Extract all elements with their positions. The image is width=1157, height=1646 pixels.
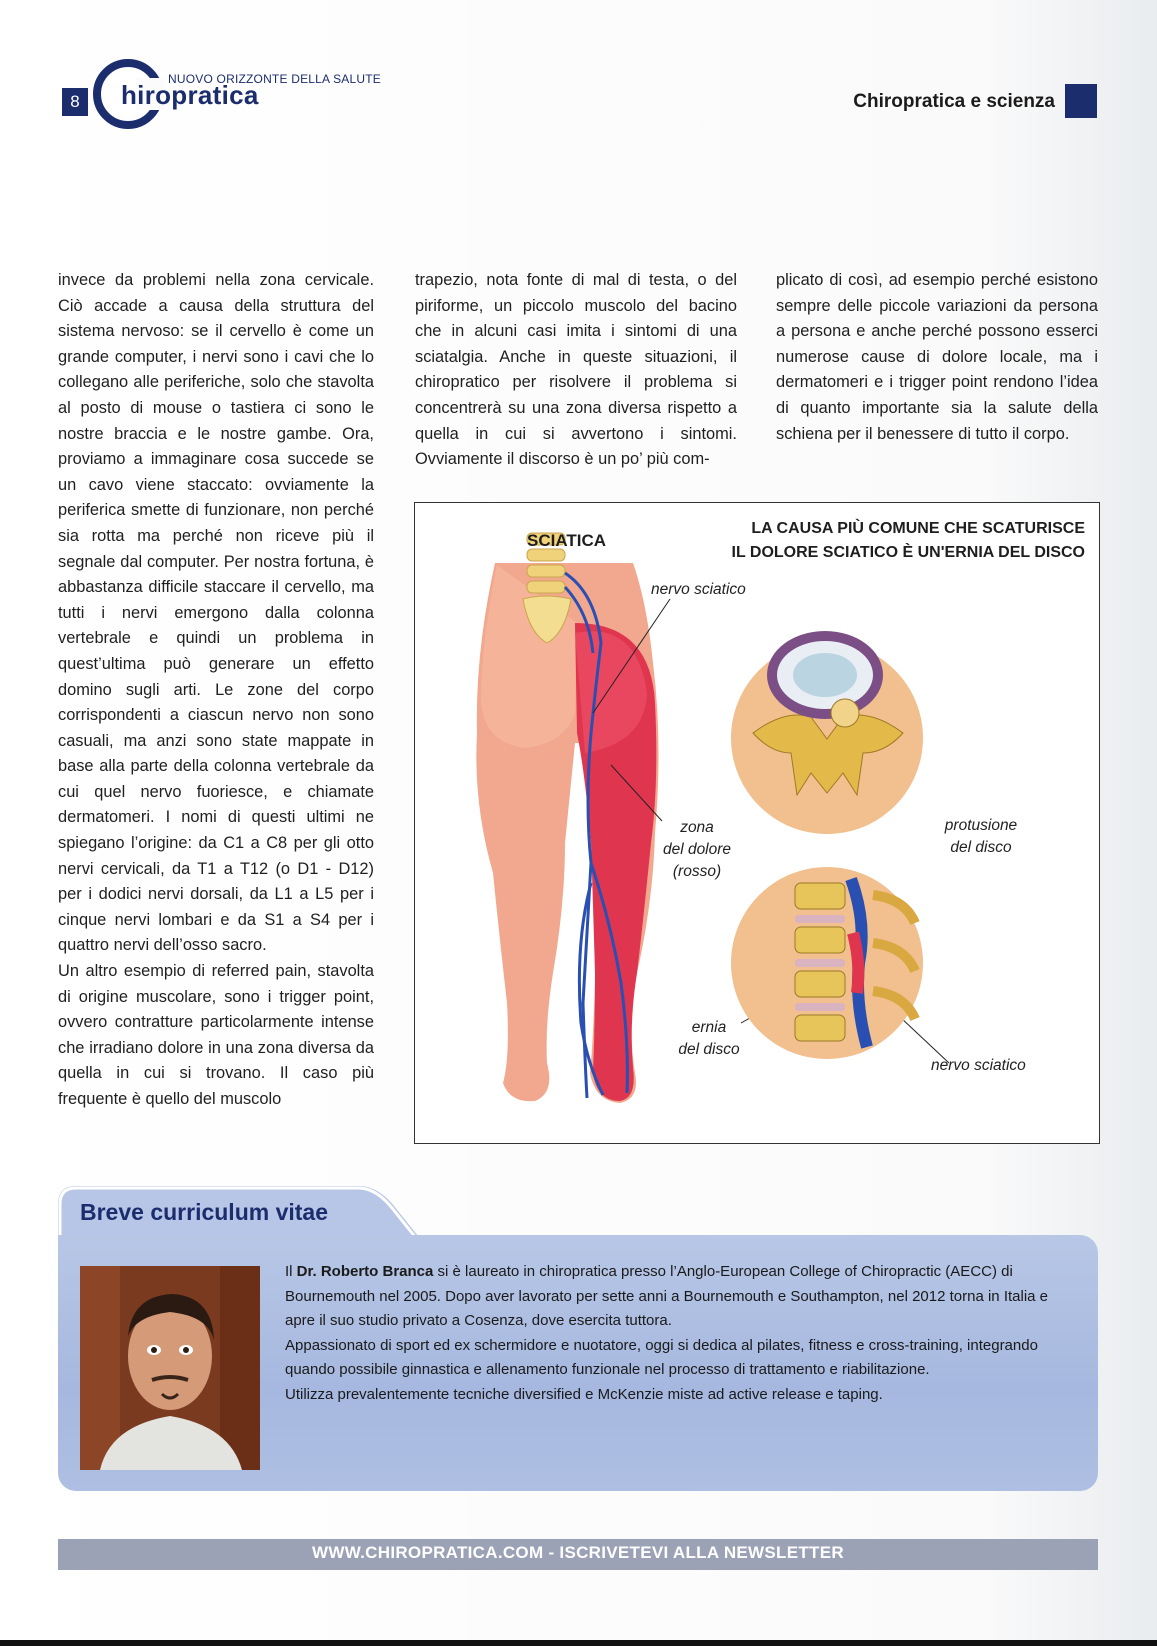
- figure-title-line: IL DOLORE SCIATICO È UN'ERNIA DEL DISCO: [731, 544, 1085, 561]
- cv-paragraph: Appassionato di sport ed ex schermidore e nuotatore, oggi si dedica al pilates, fitness e cross-training, integrando quando possibile ginnastica e allenamento funzionale nel processo di trattamento e riabilitazione.: [285, 1336, 1038, 1378]
- figure-title-line: LA CAUSA PIÙ COMUNE CHE SCATURISCE: [751, 520, 1085, 537]
- label-disc-protrusion: [933, 815, 1029, 859]
- cv-text-span: si è laureato in chiropratica presso l’Anglo-European College of Chiropractic (AECC) di Bournemouth nel 2005. Dopo aver lavorato per sette anni a Bournemouth e Southampton, nel 2012 torna in Italia e apre il suo studio privato a Cosenza, dove esercita tuttora.: [285, 1263, 1049, 1329]
- footer-website-link[interactable]: WWW.CHIROPRATICA.COM - ISCRIVETEVI ALLA NEWSLETTER: [312, 1543, 844, 1562]
- label-line: ernia: [691, 1019, 727, 1036]
- body-back-illustration: [476, 563, 658, 1103]
- author-name: Dr. Roberto Branca: [296, 1263, 434, 1280]
- sciatica-figure: [414, 502, 1100, 1144]
- label-disc-hernia: [665, 1017, 753, 1061]
- figure-title-sciatica: SCIATICA: [527, 531, 607, 550]
- article-paragraph: plicato di così, ad esempio perché esistono sempre delle piccole variazioni da persona a persona e anche perché possono esserci numerose cause di dolore locale, ma i dermatomeri e i trigger point rendono l’idea di quanto importante sia la salute della schiena per il benessere di tutto il corpo.: [776, 271, 1098, 443]
- author-photo: [80, 1266, 260, 1470]
- cv-text-span: Il: [285, 1263, 297, 1280]
- figure-title-cause: [685, 517, 1085, 565]
- article-column-1: [58, 268, 374, 1113]
- page-edge: [0, 1640, 1157, 1646]
- label-line: del dolore: [662, 841, 732, 858]
- article-column-2: [415, 268, 737, 473]
- label-pain-zone: [647, 817, 747, 883]
- label-line: (rosso): [672, 863, 722, 880]
- article-paragraph: trapezio, nota fonte di mal di testa, o del piriforme, un piccolo muscolo del bacino che in alcuni casi imita i sintomi di una sciatalgia. Anche in queste situazioni, il chiropratico per risolvere il problema si concentrerà su una zona diversa rispetto a quella in cui si avvertono i sintomi. Ovviamente il discorso è un po’ più com-: [415, 271, 737, 469]
- label-sciatic-nerve: nervo sciatico: [651, 581, 746, 598]
- cv-paragraph: Utilizza prevalentemente tecniche diversified e McKenzie miste ad active release e taping.: [285, 1385, 883, 1403]
- label-line: del disco: [678, 1041, 740, 1058]
- article-paragraph: Un altro esempio di referred pain, stavolta di origine muscolare, sono i trigger point, ovvero contratture particolarmente intense che irradiano dolore in una zona diversa da quella in cui si trovano. Il caso più frequente è quello del muscolo: [58, 962, 374, 1108]
- logo-wordmark: hiropratica: [121, 80, 259, 110]
- label-line: zona: [680, 819, 714, 836]
- disc-protrusion-illustration: [731, 631, 923, 834]
- cv-title: Breve curriculum vitae: [80, 1199, 329, 1225]
- cv-text: [285, 1260, 1075, 1407]
- section-marker: [1065, 84, 1097, 118]
- disc-hernia-illustration: [731, 867, 923, 1059]
- label-sciatic-nerve-2: nervo sciatico: [931, 1057, 1026, 1074]
- page-number: 8: [62, 88, 88, 116]
- article-column-3: [776, 268, 1098, 447]
- section-title: Chiropratica e scienza: [853, 91, 1055, 112]
- cv-paragraph: [285, 1260, 1075, 1334]
- article-paragraph: invece da problemi nella zona cervicale. Ciò accade a causa della struttura del sistema nervoso: se il cervello è come un grande computer, i nervi sono i cavi che lo collegano alle periferiche, solo che stavolta al posto di mouse o tastiera ci sono le nostre braccia e le nostre gambe. Ora, proviamo a immaginare cosa succede se un cavo viene staccato: ovviamente la periferica smette di funzionare, non perché sia rotta ma perché non riceve più il segnale dal computer. Per nostra fortuna, è abbastanza difficile staccare il cervello, ma tutti i nervi emergono dalla colonna vertebrale e quindi un problema in quest’ultima può generare un effetto domino sugli arti. Le zone del corpo corrispondenti a ciascun nervo non sono casuali, ma anzi sono state mappate in base alla parte della colonna vertebrale da cui quel nervo fuoriesce, e chiamate dermatomeri. I nomi di questi ultimi ne spiegano l’origine: da C1 a C8 per gli otto nervi cervicali, da T1 a T12 (o D1 - D12) per i dodici nervi dorsali, da L1 a L5 per i cinque nervi lombari e da S1 a S4 per i quattro nervi dell’osso sacro.: [58, 271, 374, 955]
- label-line: del disco: [950, 839, 1012, 856]
- label-line: protusione: [944, 817, 1018, 834]
- logo-tagline: NUOVO ORIZZONTE DELLA SALUTE: [168, 72, 381, 86]
